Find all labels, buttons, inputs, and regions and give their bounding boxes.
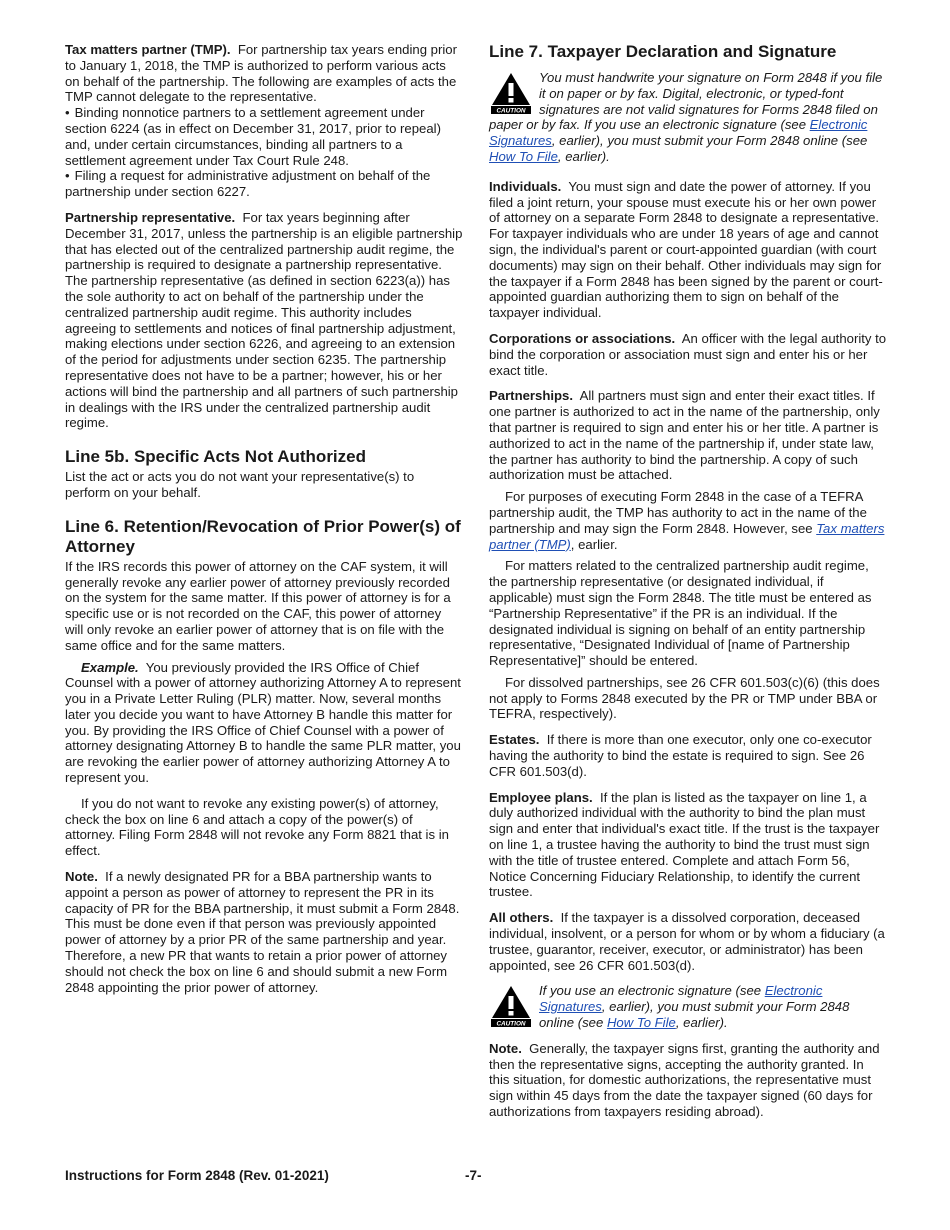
corporations-label: Corporations or associations. (489, 330, 676, 346)
note-label: Note. (489, 1040, 522, 1056)
centralized-paragraph: For matters related to the centralized partnership audit regime, the partnership representative (or designated individual, if applicable) must sign the Form 2848. The title must be entered as “Partnership Representative” if the PR is an individual. If the designated individual is signing on behalf of an entity partnership representative, “Designated Individual of [name of Partnership Representative]” should be entered. (489, 558, 872, 669)
tax-matters-partner-link[interactable]: Tax matters partner (TMP) (489, 520, 885, 552)
line7-note (489, 1041, 887, 1120)
example-label: Example. (81, 659, 139, 675)
estates-label: Estates. (489, 732, 540, 748)
note-text: Generally, the taxpayer signs first, granting the authority and then the representative signs, accepting the authority granted. In this situation, for domestic authorizations, the representative must sign within 45 days from the date the taxpayer signed (60 days for authorizations from taxpayers residing abroad). (489, 1040, 880, 1120)
caution-label: CAUTION (496, 107, 526, 115)
tefra-paragraph (489, 489, 887, 552)
employee-plans-label: Employee plans. (489, 789, 593, 805)
electronic-signatures-link[interactable]: Electronic Signatures (539, 983, 823, 1015)
line6-paragraph: If the IRS records this power of attorney on the CAF system, it will generally revoke any earlier power of attorney previously recorded on the system for the same matter. If this power of attorney is for a specific use or is not recorded on the CAF, this power of attorney will only revoke an earlier power of attorney that is on file with the same office and for the same matters. (65, 558, 451, 653)
right-column (489, 42, 887, 1120)
caution-text: , earlier), you must submit your Form 2848 online (see (539, 999, 850, 1031)
dissolved-paragraph: For dissolved partnerships, see 26 CFR 601.503(c)(6) (this does not apply to Forms 2848 executed by the PR or TMP under BBA or TEFRA, respectively). (489, 674, 880, 722)
note-text: If a newly designated PR for a BBA partnership wants to appoint a person as power of attorney to represent the PR in its capacity of PR for the BBA partnership, it must submit a Form 2848. This must be done even if that person was previously appointed power of attorney by a prior PR of the same partnership and year. Therefore, a new PR that wants to retain a prior power of attorney should not check the box on line 6 and should submit a new Form 2848 appointing the prior power of attorney. (65, 869, 460, 995)
line5b-title: Line 5b. Specific Acts Not Authorized (65, 447, 366, 467)
left-column (65, 42, 463, 995)
corporations-text: An officer with the legal authority to bind the corporation or association must sign and enter his or her exact title. (489, 330, 887, 378)
estates-text: If there is more than one executor, only one co-executor having the authority to bind the estate is required to sign. See 26 CFR 601.503(d). (489, 732, 872, 779)
tmp-bullet: • Filing a request for administrative adjustment on behalf of the partnership under section 6227. (65, 168, 463, 200)
tefra-text: For purposes of executing Form 2848 in the case of a TEFRA partnership audit, the TMP has authority to act in the name of the partnership and may sign the Form 2848. However, see (489, 489, 867, 536)
line6-paragraph: If you do not want to revoke any existing power(s) of attorney, check the box on line 6 and attach a copy of the power(s) of attorney. Filing Form 2848 will not revoke any Form 8821 that is in effect. (65, 795, 449, 859)
line6-title: Line 6. Retention/Revocation of Prior Power(s) of Attorney (65, 516, 461, 556)
example-text: You previously provided the IRS Office of Chief Counsel with a power of attorney authorizing Attorney A to represent you in a Private Letter Ruling (PLR) matter. Now, several months later you decide you want to have Attorney B handle this matter for you. By providing the IRS Office of Chief Counsel with a power of attorney designating Attorney B to handle the same PLR matter, you are revoking the earlier power of attorney authorizing Attorney A to represent you. (65, 659, 461, 786)
tmp-heading: Tax matters partner (TMP). (65, 42, 231, 57)
caution-icon (489, 984, 533, 1028)
line5b-text: List the act or acts you do not want your representative(s) to perform on your behalf. (65, 469, 415, 500)
employee-plans-paragraph (489, 790, 887, 901)
page-number: -7- (465, 1168, 482, 1183)
pr-heading: Partnership representative. (65, 209, 236, 225)
estates-paragraph (489, 732, 887, 779)
how-to-file-link[interactable]: How To File (606, 1015, 676, 1031)
line6-example (65, 660, 463, 786)
all-others-text: If the taxpayer is a dissolved corporation, deceased individual, insolvent, or a person for whom or by whom a fiduciary (a trustee, guarantor, receiver, executor, or administrator) has been appointed, see 26 CFR 601.503(d). (489, 910, 885, 973)
footer-title: Instructions for Form 2848 (Rev. 01-2021) (65, 1168, 329, 1183)
pr-paragraph (65, 210, 463, 431)
caution-text: You must handwrite your signature on Form 2848 if you file it on paper or by fax. Digital, electronic, or typed-font signatures are not valid signatures for Forms 2848 filed on paper or by fax. If you use an electronic signature (see (489, 70, 883, 133)
electronic-signatures-link[interactable]: Electronic Signatures (489, 117, 868, 149)
caution-label: CAUTION (496, 1021, 526, 1029)
line7-title: Line 7. Taxpayer Declaration and Signature (489, 42, 837, 61)
partnerships-text: All partners must sign and enter their exact titles. If one partner is authorized to act in the name of the partnership, only that partner is required to sign and enter his or her title. A partner is authorized to act in the name of the partnership if, under state law, the partner has authority to bind the partnership. A copy of such authorization must be attached. (489, 388, 880, 483)
caution-text: If you use an electronic signature (see (539, 983, 765, 999)
corporations-paragraph (489, 331, 887, 378)
tefra-text: , earlier. (570, 536, 618, 552)
employee-plans-text: If the plan is listed as the taxpayer on line 1, a duly authorized individual with the authority to bind the plan must sign and enter that individual's exact title. If the trust is the taxpayer on line 1, a trustee having the authority to bind the trust must sign with the title of trustee entered. Complete and attach Form 56, Notice Concerning Fiduciary Relationship, to identify the current trustee. (489, 789, 880, 900)
partnerships-label: Partnerships. (489, 388, 573, 404)
caution-text: , earlier), you must submit your Form 2848 online (see (551, 133, 868, 149)
caution-icon (489, 71, 533, 115)
caution-block (489, 983, 887, 1030)
tmp-bullet: • Binding nonnotice partners to a settlement agreement under section 6224 (as in effect on December 31, 2017, prior to repeal) and, under certain circumstances, binding all partners to a settlement agreement under Tax Court Rule 248. (65, 105, 463, 168)
partnerships-paragraph (489, 388, 887, 483)
all-others-label: All others. (489, 910, 554, 926)
individuals-label: Individuals. (489, 178, 562, 194)
individuals-paragraph (489, 179, 887, 321)
all-others-paragraph (489, 910, 887, 973)
tmp-text: For partnership tax years ending prior to January 1, 2018, the TMP is authorized to perform various acts on behalf of the partnership. The following are examples of acts the TMP cannot delegate to the representative. (65, 42, 457, 105)
caution-block (489, 70, 887, 165)
how-to-file-link[interactable]: How To File (489, 148, 558, 164)
caution-text: , earlier). (675, 1015, 728, 1031)
tmp-paragraph (65, 42, 463, 105)
caution-text: , earlier). (557, 148, 610, 164)
note-label: Note. (65, 869, 98, 885)
individuals-text: You must sign and date the power of attorney. If you filed a joint return, your spouse must execute his or her own power of attorney on a separate Form 2848 to designate a representative. For taxpayer individuals who are under 18 years of age and cannot sign, the individual's parent or court-appointed guardian (with court documents) may sign on their behalf. Other individuals may sign for the taxpayer if a Form 2848 has been signed by the parent or court-appointed guardian authorizing them to sign on behalf of the taxpayer individual. (489, 178, 883, 321)
pr-text: For tax years beginning after December 31, 2017, unless the partnership is an eligible partnership that has elected out of the centralized partnership audit regime, the partnership is required to designate a partnership representative. The partnership representative (as defined in section 6223(a)) has the sole authority to act on behalf of the partnership under the centralized partnership audit regime. This authority includes agreeing to settlements and notices of final partnership adjustment, making elections under section 6226, and agreeing to an extension of the period for adjustments under section 6235. The partnership representative does not have to be a partner; however, his or her actions will bind the partnership and all partners of such partnership in dealings with the IRS under the centralized partnership audit regime. (65, 209, 463, 431)
line6-note (65, 869, 463, 995)
